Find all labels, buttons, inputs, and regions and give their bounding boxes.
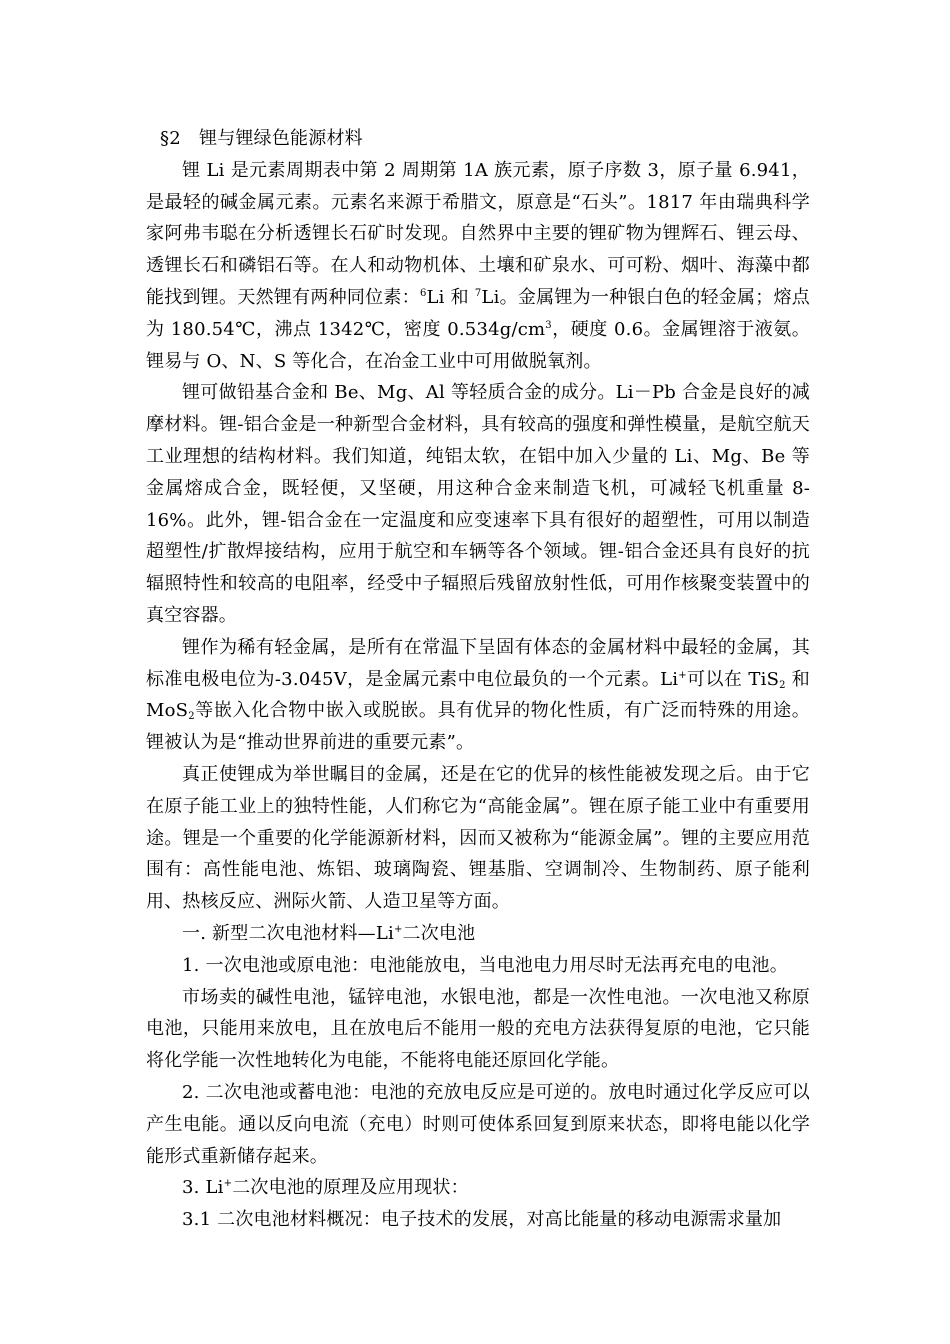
document-body [146,123,810,1236]
paragraph-energy-metal: 真正使锂成为举世瞩目的金属，还是在它的优异的核性能被发现之后。由于它在原子能工业上的独特性能，人们称它为“高能金属”。锂在原子能工业中有重要用途。锂是一个重要的化学能源新材料，因而又被称为“能源金属”。锂的主要应用范围有：高性能电池、炼铝、玻璃陶瓷、锂基脂、空调制冷、生物制药、原子能利用、热核反应、洲际火箭、人造卫星等方面。 [146,763,810,913]
paragraph-battery-materials-overview: 3.1 二次电池材料概况：电子技术的发展，对高比能量的移动电源需求量加 [182,1209,782,1231]
paragraph-li-ion-principle-heading: 3. Li+二次电池的原理及应用现状： [182,1177,469,1199]
paragraph-primary-battery: 1. 一次电池或原电池：电池能放电，当电池电力用尽时无法再充电的电池。 [182,954,788,976]
paragraph-lithium-overview: 锂 Li 是元素周期表中第 2 周期第 1A 族元素，原子序数 3，原子量 6.941，是最轻的碱金属元素。元素名来源于希腊文，原意是“石头”。1817 年由瑞典科学家阿弗韦聪在分析透锂长石矿时发现。自然界中主要的锂矿物为锂辉石、锂云母、透锂长石和磷铝石等。在人和动物机体、土壤和矿泉水、可可粉、烟叶、海藻中都能找到锂。天然锂有两种同位素：$^6$Li 和 $^7$Li。金属锂为一种银白色的轻金属；熔点为 180.54℃，沸点 1342℃，密度 $0.534g/cm^3$，硬度 0.6。金属锂溶于液氨。锂易与 O、N、S 等化合，在冶金工业中可用做脱氧剂。 [146,159,811,372]
paragraph-secondary-battery: 2. 二次电池或蓄电池：电池的充放电反应是可逆的。放电时通过化学反应可以产生电能。通以反向电流（充电）时则可使体系回复到原来状态，即将电能以化学能形式重新储存起来。 [146,1081,810,1167]
paragraph-lithium-alloys: 锂可做铅基合金和 Be、Mg、Al 等轻质合金的成分。Li－Pb 合金是良好的减摩材料。锂-铝合金是一种新型合金材料，具有较高的强度和弹性模量，是航空航天工业理想的结构材料。我们知道，纯铝太软，在铝中加入少量的 Li、Mg、Be 等金属熔成合金，既轻便，又坚硬，用这种合金来制造飞机，可减轻飞机重量 8-16%。此外，锂-铝合金在一定温度和应变速率下具有很好的超塑性，可用以制造超塑性/扩散焊接结构，应用于航空和车辆等各个领域。锂-铝合金还具有良好的抗辐照特性和较高的电阻率，经受中子辐照后残留放射性低，可用作核聚变装置中的真空容器。 [146,382,810,626]
subsection-heading-battery: 一. 新型二次电池材料—Li+二次电池 [182,922,476,944]
section-title: §2 锂与锂绿色能源材料 [160,128,363,149]
paragraph-electrode-potential: 锂作为稀有轻金属，是所有在常温下呈固有体态的金属材料中最轻的金属，其标准电极电位为-3.045V，是金属元素中电位最负的一个元素。Li+可以在 TiS$_2$ 和 MoS$_2$等嵌入化合物中嵌入或脱嵌。具有优异的物化性质，有广泛而特殊的用途。锂被认为是“推动世界前进的重要元素”。 [146,636,811,754]
paragraph-primary-battery-detail: 市场卖的碱性电池，锰锌电池，水银电池，都是一次性电池。一次电池又称原电池，只能用来放电，且在放电后不能用一般的充电方法获得复原的电池，它只能将化学能一次性地转化为电能，不能将电能还原回化学能。 [146,986,810,1072]
